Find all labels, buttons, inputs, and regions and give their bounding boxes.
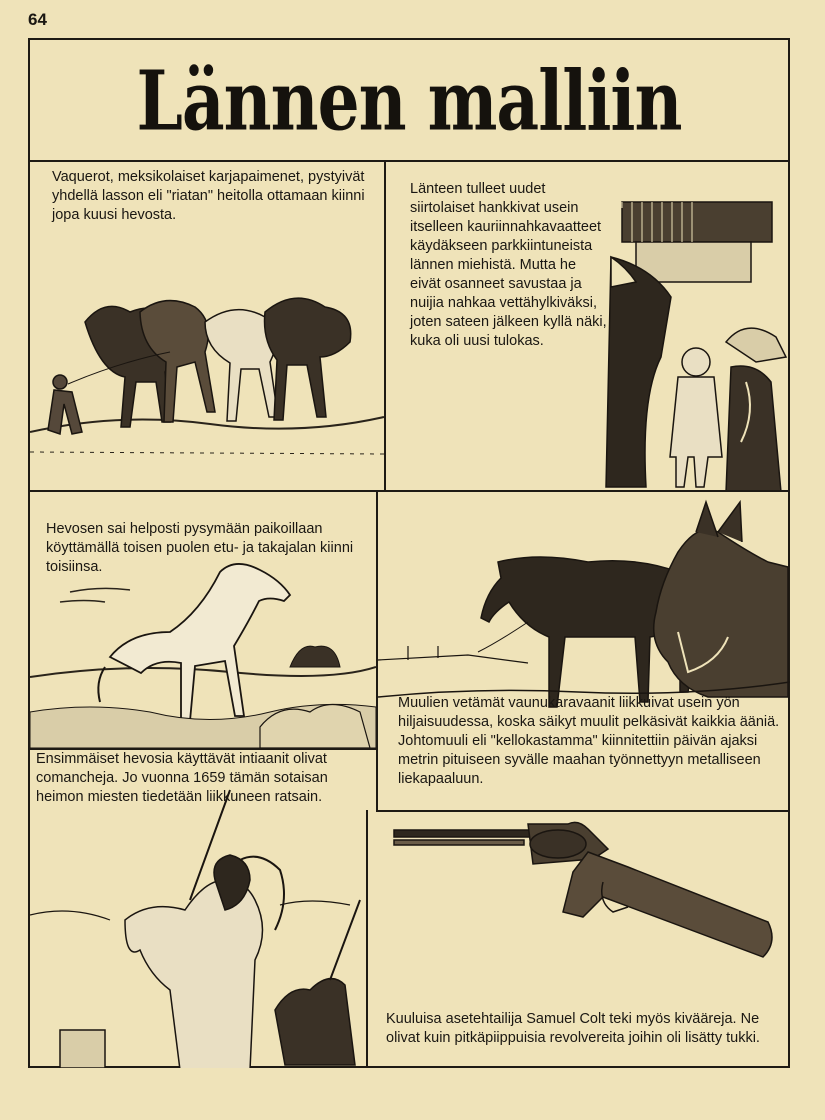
caption-mules: Muulien vetämät vaunukaravaanit liikkuivat usein yön hiljaisuudessa, koska säikyt muulit pelkäsivät kaikkia ääniä. Johtomuuli eli "kellokastamma" kiinnitettiin päivän ajaksi metrin pituiseen syvälle maahan työnnettyyn metalliseen liekapaaluun. [398,695,780,787]
panel-comanche [30,750,366,1068]
panel-settlers [386,162,790,490]
panel-mules [378,492,790,810]
panel-colt [368,812,790,1068]
panel-vaquero [30,162,384,490]
title-bar [30,40,788,162]
hobbled-horse-illustration [30,492,376,748]
panel-hobble [30,492,376,748]
wild-horses-illustration [30,162,384,490]
caption-comanche: Ensimmäiset hevosia käyttävät intiaanit olivat comancheja. Jo vuonna 1659 tämän sotaisan heimon miesten tiedetään liikkuneen ratsain. [36,751,328,805]
comanche-riders-illustration [30,750,366,1068]
caption-vaquero: Vaquerot, meksikolaiset karjapaimenet, pystyivät yhdellä lasson eli "riatan" heitolla ottamaan kiinni jopa kuusi hevosta. [52,169,365,223]
article-frame [28,38,790,1068]
page-title: Lännen malliin [136,52,682,150]
settlers-illustration [386,162,790,490]
page-number: 64 [28,10,47,29]
caption-hobble: Hevosen sai helposti pysymään paikoillaan köyttämällä toisen puolen etu- ja takajalan kiinni toisiinsa. [46,521,354,575]
caption-colt: Kuuluisa asetehtailija Samuel Colt teki myös kivääreja. Ne olivat kuin pitkäpiippuisia revolvereita joihin oli lisätty tukki. [386,1011,760,1046]
caption-settlers: Länteen tulleet uudet siirtolaiset hankkivat usein itselleen kauriinnahkavaatteet käydäkseen parkkiintuneista lännen miehistä. Mutta he eivät osanneet savustaa ja nuijia nahkaa vettähylkiväksi, joten sateen jälkeen kyllä näki, kuka oli uusi tulokas. [410,181,607,349]
